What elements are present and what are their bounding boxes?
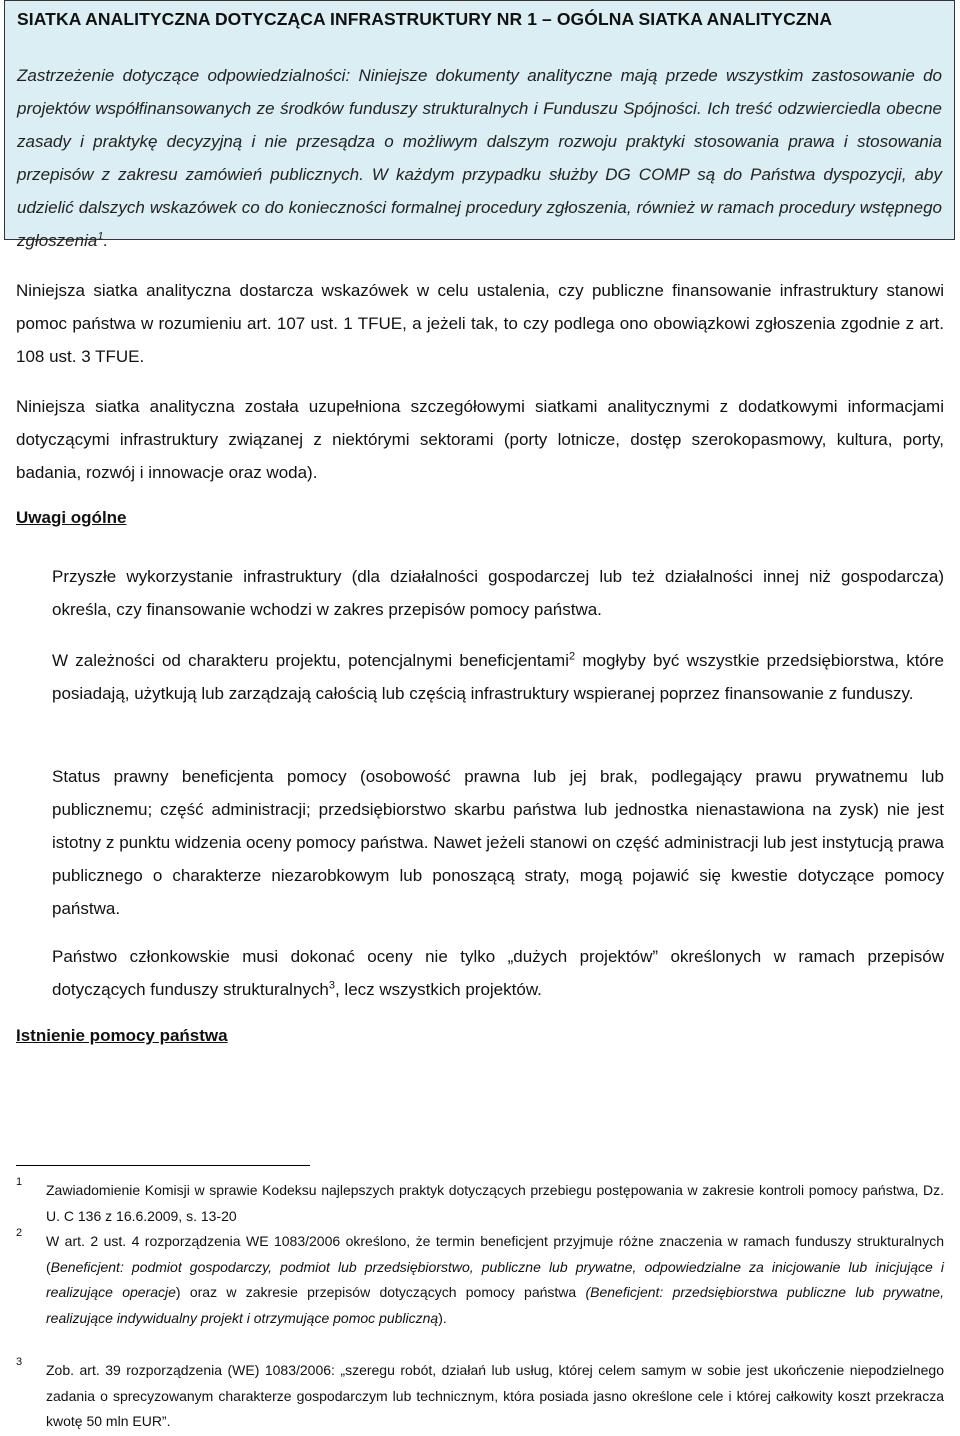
disclaimer-body: Zastrzeżenie dotyczące odpowiedzialności: Niniejsze dokumenty analityczne mają przede wszystkim zastosowanie do projektów współfinansowanych ze środków funduszy strukturalnych i Funduszu Spójności. Ich treść odzwierciedla obecne zasady i praktykę decyzyjną i nie przesądza o możliwym dalszym rozwoju praktyki stosowania prawa i stosowania przepisów z zakresu zamówień publicznych. W każdym przypadku służby DG COMP są do Państwa dyspozycji, aby udzielić dalszych wskazówek co do konieczności formalnej procedury zgłoszenia, również w ramach procedury wstępnego zgłoszenia (17, 66, 942, 250)
footnote-text: Zob. art. 39 rozporządzenia (WE) 1083/2006: „szeregu robót, działań lub usług, której celem samym w sobie jest ukończenie niepodzielnego zadania o sprecyzowanym charakterze gospodarczym lub technicznym, która posiada jasno określone cele i której całkowity koszt przekracza kwotę 50 mln EUR”. (46, 1362, 944, 1429)
general-paragraph-4-start: Państwo członkowskie musi dokonać oceny nie tylko „dużych projektów” określonych w ramach przepisów dotyczących funduszy strukturalnych (52, 947, 944, 999)
footnote-ref-2: 2 (569, 650, 576, 663)
footnote-text (46, 1229, 944, 1331)
section-heading-state-aid: Istnienie pomocy państwa (16, 1026, 228, 1045)
general-paragraph-4 (52, 940, 944, 1006)
general-paragraph-3: Status prawny beneficjenta pomocy (osobowość prawna lub jej brak, podlegający prawu prywatnemu lub publicznemu; część administracji; przedsiębiorstwo skarbu państwa lub jednostka nienastawiona na zysk) nie jest istotny z punktu widzenia oceny pomocy państwa. Nawet jeżeli stanowi on część administracji lub jest instytucją prawa publicznego o charakterze niezarobkowym lub ponoszącą straty, mogą pojawić się kwestie dotyczące pomocy państwa. (52, 767, 944, 918)
footnote-number: 3 (16, 1356, 23, 1368)
disclaimer-end: . (103, 231, 109, 250)
section-heading-general: Uwagi ogólne (16, 508, 127, 527)
general-paragraph-2-start: W zależności od charakteru projektu, potencjalnymi beneficjentami (52, 651, 569, 670)
document-title: SIATKA ANALITYCZNA DOTYCZĄCA INFRASTRUKTURY NR 1 – OGÓLNA SIATKA ANALITYCZNA (17, 9, 833, 29)
general-paragraph-2-end: mogłyby być wszystkie przedsiębiorstwa, które posiadają, użytkują lub zarządzają całością lub częścią infrastruktury wspieranej poprzez finansowanie z funduszy. (52, 651, 945, 703)
disclaimer-box (4, 0, 955, 250)
general-paragraph-2 (52, 644, 944, 710)
footnote-2-italic-2: (Beneficjent: przedsiębiorstwa publiczne lub prywatne, realizujące indywidualny projekt i otrzymujące pomoc publiczną (46, 1284, 944, 1326)
footnote-2-part-5: ). (438, 1309, 447, 1326)
footnote-ref-3: 3 (328, 979, 335, 992)
footnote-ref-1: 1 (97, 230, 104, 243)
footnote-separator (16, 1165, 310, 1166)
footnote-2-part-3: ) oraz w zakresie przepisów dotyczących pomocy państwa (175, 1284, 586, 1300)
disclaimer-text (17, 59, 942, 257)
intro-paragraph-1: Niniejsza siatka analityczna dostarcza wskazówek w celu ustalenia, czy publiczne finansowanie infrastruktury stanowi pomoc państwa w rozumieniu art. 107 ust. 1 TFUE, a jeżeli tak, to czy podlega ono obowiązkowi zgłoszenia zgodnie z art. 108 ust. 3 TFUE. (16, 281, 944, 366)
footnote-2-part-1: W art. 2 ust. 4 rozporządzenia WE 1083/2006 określono, że termin beneficjent przyjmuje różne znaczenia w ramach funduszy strukturalnych ( (46, 1233, 944, 1275)
footnote-number: 2 (16, 1227, 23, 1239)
intro-paragraph-2: Niniejsza siatka analityczna została uzupełniona szczegółowymi siatkami analitycznymi z dodatkowymi informacjami dotyczącymi infrastruktury związanej z niektórymi sektorami (porty lotnicze, dostęp szerokopasmowy, kultura, porty, badania, rozwój i innowacje oraz woda). (16, 397, 944, 482)
footnote-number: 1 (16, 1176, 23, 1188)
footnote-2-italic-1: Beneficjent: podmiot gospodarczy, podmiot lub przedsiębiorstwo, publiczne lub prywatne, odpowiedzialne za inicjowanie lub inicjujące i realizujące operacje (46, 1258, 944, 1300)
footnote-text: Zawiadomienie Komisji w sprawie Kodeksu najlepszych praktyk dotyczących przebiegu postępowania w zakresie kontroli pomocy państwa, Dz. U. C 136 z 16.6.2009, s. 13-20 (46, 1182, 944, 1224)
general-paragraph-4-end: , lecz wszystkich projektów. (334, 980, 542, 999)
general-paragraph-1: Przyszłe wykorzystanie infrastruktury (dla działalności gospodarczej lub też działalności innej niż gospodarcza) określa, czy finansowanie wchodzi w zakres przepisów pomocy państwa. (52, 567, 944, 619)
